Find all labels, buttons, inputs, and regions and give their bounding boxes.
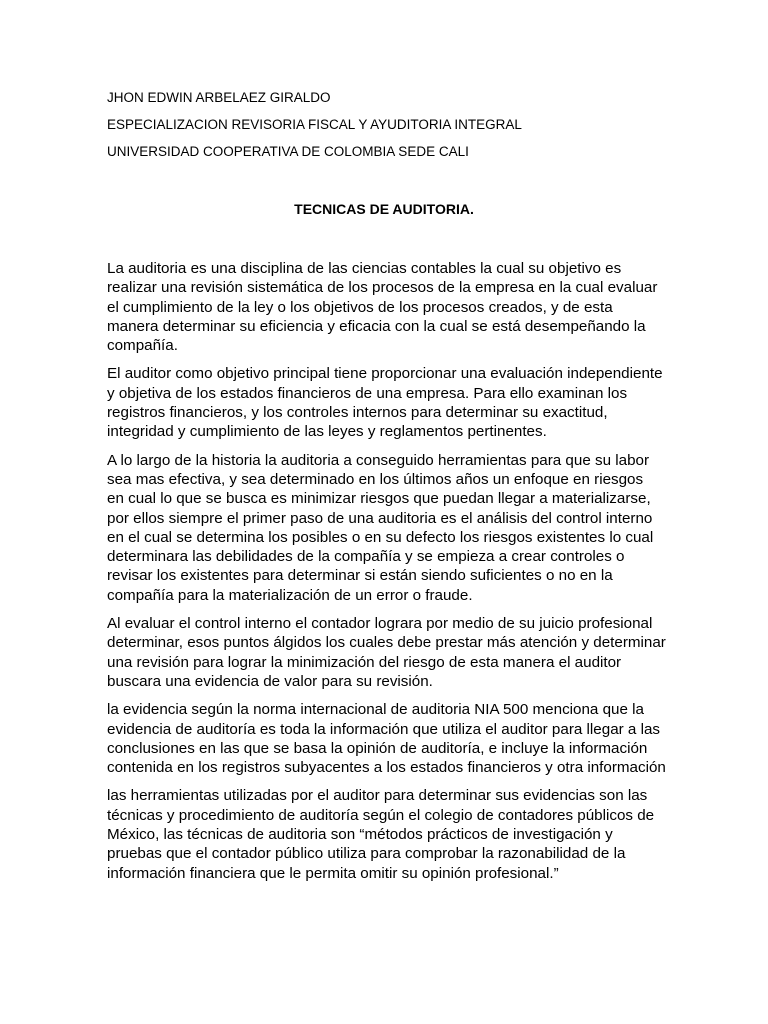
university-name: UNIVERSIDAD COOPERATIVA DE COLOMBIA SEDE CALI [107,144,469,159]
paragraph: Al evaluar el control interno el contador lograra por medio de su juicio profesional determinar, esos puntos álgidos los cuales debe prestar más atención y determinar una revisión para lograr la minimización del riesgo de esta manera el auditor buscara una evidencia de valor para su revisión. [107,615,666,690]
paragraph: La auditoria es una disciplina de las ciencias contables la cual su objetivo es realizar una revisión sistemática de los procesos de la empresa en la cual evaluar el cumplimiento de la ley o los objetivos de los procesos creados, y de esta manera determinar su eficiencia y eficacia con la cual se está desempeñando la compañía. [107,260,658,355]
paragraph: las herramientas utilizadas por el auditor para determinar sus evidencias son las técnicas y procedimiento de auditoría según el colegio de contadores públicos de México, las técnicas de auditoria son “métodos prácticos de investigación y pruebas que el contador público utiliza para comprobar la razonabilidad de la información financiera que le permita omitir su opinión profesional.” [107,787,655,882]
paragraph: A lo largo de la historia la auditoria a conseguido herramientas para que su labor sea mas efectiva, y sea determinado en los últimos años un enfoque en riesgos en cual lo que se busca es minimizar riesgos que puedan llegar a materializarse, por ellos siempre el primer paso de una auditoria es el análisis del control interno en el cual se determina los posibles o en su defecto los riesgos existentes lo cual determinara las debilidades de la compañía y se empieza a crear controles o revisar los existentes para determinar si están siendo suficientes o no en la compañía para la materialización de un error o fraude. [107,451,654,604]
program-name: ESPECIALIZACION REVISORIA FISCAL Y AYUDITORIA INTEGRAL [107,117,522,132]
author-name: JHON EDWIN ARBELAEZ GIRALDO [107,90,331,105]
document-title: TECNICAS DE AUDITORIA. [294,201,474,217]
document-body [107,259,667,892]
paragraph: la evidencia según la norma internacional de auditoria NIA 500 menciona que la evidencia de auditoría es toda la información que utiliza el auditor para llegar a las conclusiones en las que se basa la opinión de auditoría, e incluye la información contenida en los registros subyacentes a los estados financieros y otra información [107,701,666,777]
paragraph: El auditor como objetivo principal tiene proporcionar una evaluación independiente y objetiva de los estados financieros de una empresa. Para ello examinan los registros financieros, y los controles internos para determinar su exactitud, integridad y cumplimiento de las leyes y reglamentos pertinentes. [107,365,663,441]
document-header [107,90,667,171]
